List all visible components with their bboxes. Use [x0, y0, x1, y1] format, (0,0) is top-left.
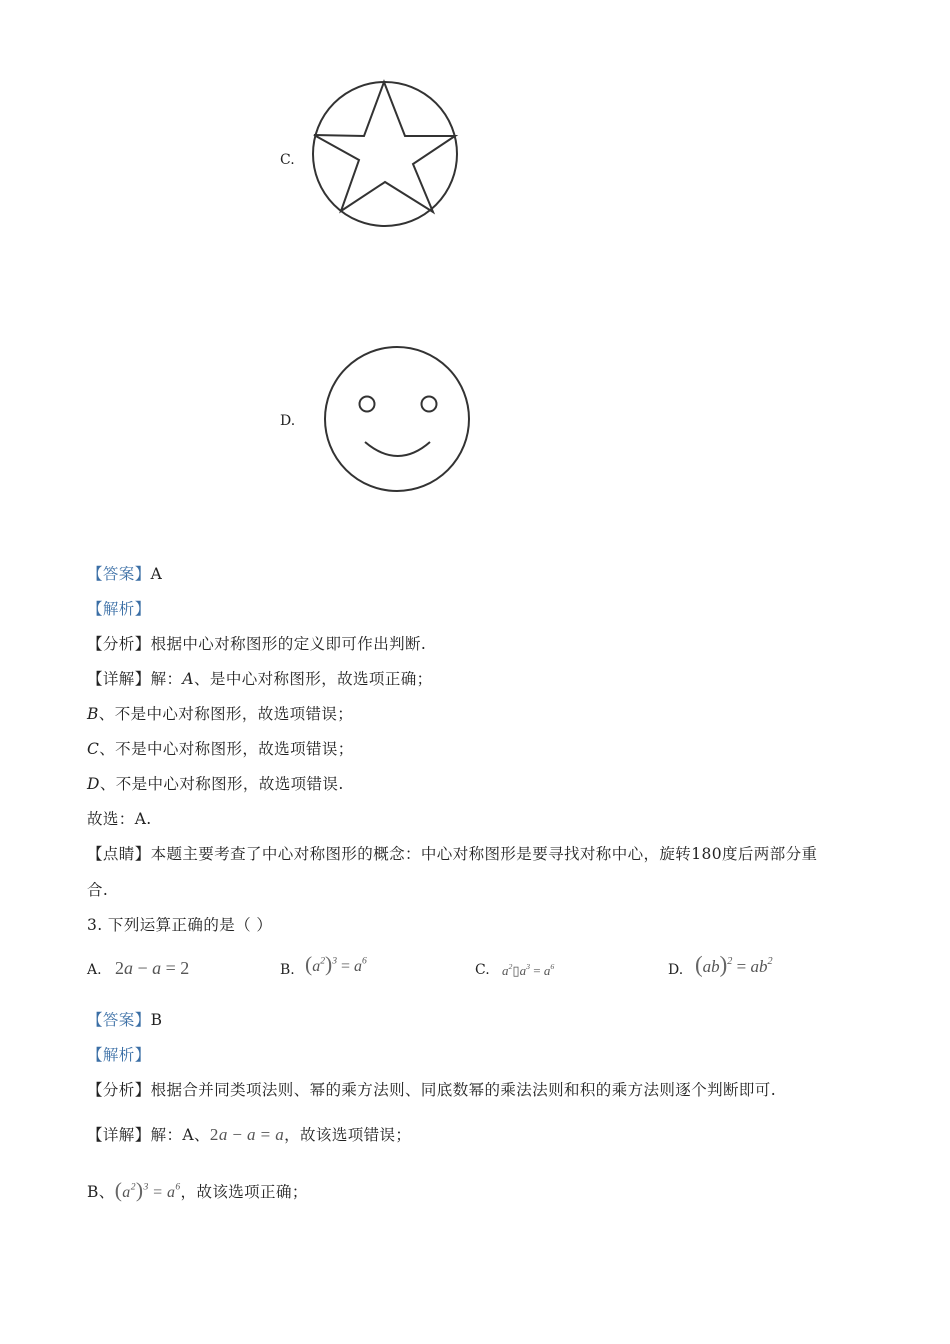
q3-answer-value: B: [150, 1011, 163, 1029]
q2-detail-a-text: 、是中心对称图形，故选项正确；: [194, 670, 433, 688]
q3-option-b-label: B.: [280, 962, 295, 978]
circle-star-figure: [305, 74, 465, 234]
q2-d-line: [87, 772, 344, 794]
q3-fenxi-line: [87, 1078, 776, 1100]
smiley-face-figure: [320, 342, 474, 496]
q2-detail-tag: 【详解】: [87, 670, 151, 688]
q3-detail-a-suffix: ，故该选项错误；: [284, 1126, 412, 1144]
face-outline: [325, 347, 469, 491]
q3-fenxi-text: 根据合并同类项法则、幂的乘方法则、同底数幂的乘法法则和积的乘方法则逐个判断即可.: [150, 1081, 777, 1099]
q2-c-text: 、不是中心对称图形，故选项错误；: [99, 740, 354, 758]
q2-b-text: 、不是中心对称图形，故选项错误；: [98, 705, 354, 723]
q3-fenxi-tag: 【分析】: [87, 1081, 151, 1099]
smile-mouth: [365, 442, 430, 456]
q2-c-line: [87, 737, 354, 759]
q2-b-letter: B: [87, 705, 99, 723]
q3-analysis-tag: 【解析】: [87, 1046, 151, 1064]
q2-choose-line: 故选：A.: [87, 810, 152, 828]
q3-b-suffix: ，故该选项正确；: [180, 1183, 308, 1201]
q2-answer-tag: 【答案】: [87, 565, 151, 583]
q2-c-letter: C: [87, 740, 100, 758]
q3-detail-prefix: 解：A、: [150, 1126, 210, 1144]
q3-answer-tag: 【答案】: [87, 1011, 151, 1029]
q2-option-d-label: D.: [280, 413, 296, 429]
q3-answer-line: [87, 1008, 162, 1030]
q2-option-c-label: C.: [280, 152, 295, 168]
q2-fenxi-line: [87, 632, 426, 654]
q2-analysis-tag: 【解析】: [87, 600, 151, 618]
q3-stem: 3. 下列运算正确的是（ ）: [87, 916, 273, 934]
q3-option-d-label: D.: [668, 962, 684, 978]
q2-answer-value: A: [150, 565, 163, 583]
q2-detail-prefix: 解：: [150, 670, 183, 688]
q2-fenxi-text: 根据中心对称图形的定义即可作出判断.: [150, 635, 427, 653]
q3-option-a-expr: 2a − a = 2: [115, 958, 190, 978]
q3-detail-line: [87, 1123, 411, 1145]
q3-option-c-expr: $a^2▯a^3 = a^6$: [502, 962, 555, 979]
q3-option-b-expr: $(a^2)^3 = a^6$: [305, 952, 367, 976]
q2-b-line: [87, 702, 353, 724]
q2-dianjing-text-2: 合.: [87, 881, 109, 899]
q2-d-letter: D: [87, 775, 100, 793]
q3-detail-tag: 【详解】: [87, 1126, 151, 1144]
q2-dianjing-text-1: 本题主要考查了中心对称图形的概念：中心对称图形是要寻找对称中心，旋转180度后两部分重: [150, 845, 818, 863]
q2-dianjing-tag: 【点睛】: [87, 845, 151, 863]
q3-b-prefix: B、: [87, 1183, 115, 1201]
q2-answer-line: [87, 562, 162, 584]
q2-detail-a-letter: A: [182, 670, 195, 688]
q3-detail-a-expr: 2a − a = a: [209, 1125, 285, 1144]
q2-dianjing-line: [87, 842, 817, 864]
q3-option-d-expr: $(ab)^2 = ab^2$: [695, 952, 773, 977]
q3-option-c-label: C.: [475, 962, 490, 978]
q3-option-a-label: A.: [87, 962, 102, 978]
q2-detail-line: [87, 667, 433, 689]
star-figure-circle: [313, 82, 457, 226]
q3-b-expr: $(a^2)^3 = a^6$: [114, 1178, 181, 1202]
q3-b-line: [87, 1178, 308, 1203]
q2-fenxi-tag: 【分析】: [87, 635, 151, 653]
right-eye: [422, 397, 437, 412]
left-eye: [360, 397, 375, 412]
q2-d-text: 、不是中心对称图形，故选项错误.: [99, 775, 344, 793]
